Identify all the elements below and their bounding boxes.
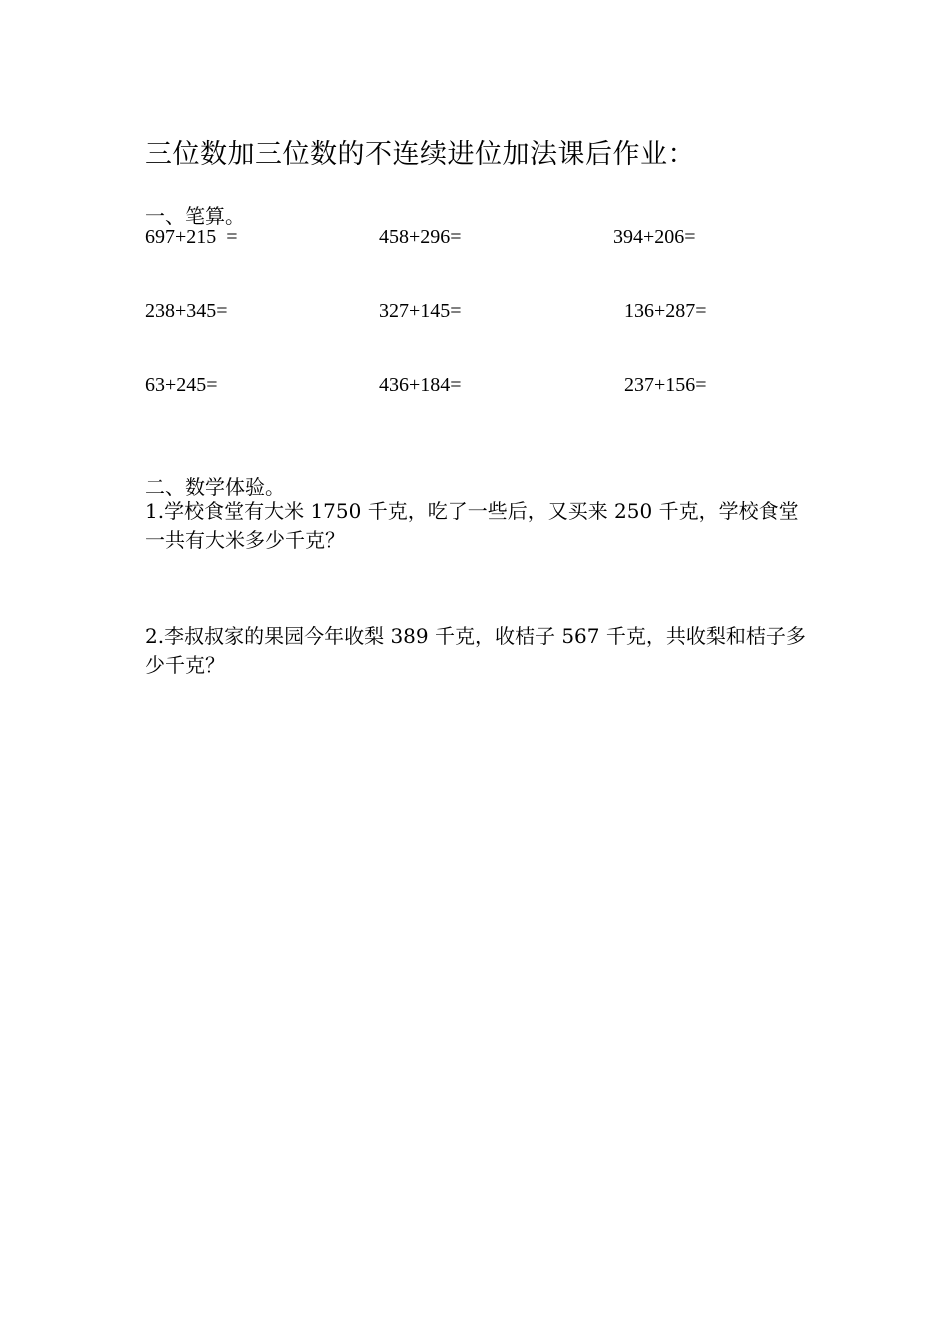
equation: 697+215 = xyxy=(145,226,238,248)
equation: 394+206= xyxy=(613,226,696,248)
equation: 436+184= xyxy=(379,374,462,396)
equation: 458+296= xyxy=(379,226,462,248)
equation: 136+287= xyxy=(624,300,707,322)
equation: 327+145= xyxy=(379,300,462,322)
page-title: 三位数加三位数的不连续进位加法课后作业： xyxy=(145,139,695,170)
section-heading-calculation: 一、笔算。 xyxy=(145,204,245,228)
equation: 63+245= xyxy=(145,374,218,396)
section-heading-word-problems: 二、数学体验。 xyxy=(145,475,285,499)
equation: 237+156= xyxy=(624,374,707,396)
equation: 238+345= xyxy=(145,300,228,322)
word-problem: 2.李叔叔家的果园今年收梨 389 千克，收桔子 567 千克，共收梨和桔子多少千克？ xyxy=(145,624,806,677)
word-problem: 1.学校食堂有大米 1750 千克，吃了一些后，又买来 250 千克，学校食堂一共有大米多少千克？ xyxy=(145,499,799,552)
